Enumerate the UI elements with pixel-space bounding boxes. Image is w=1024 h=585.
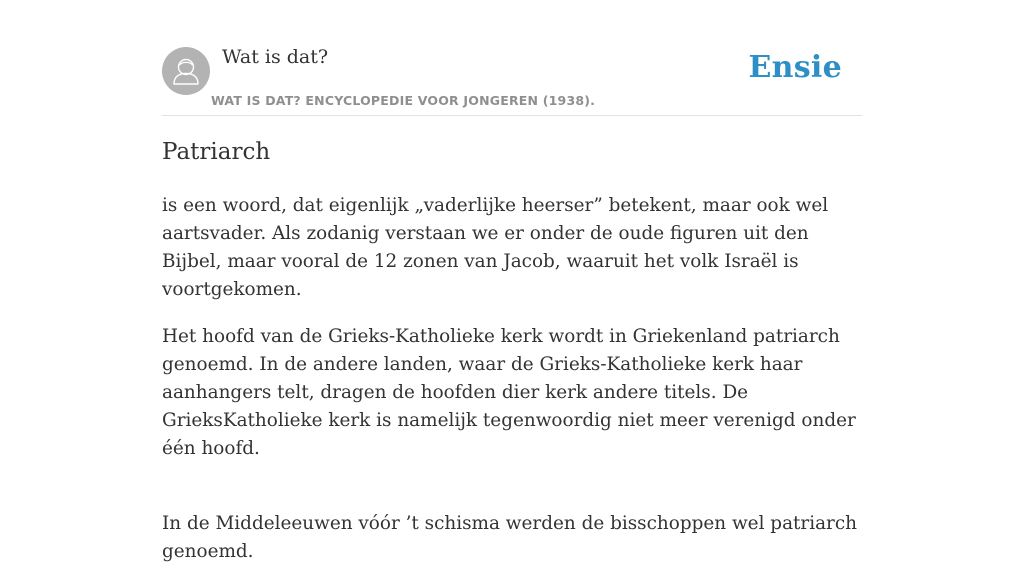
article-paragraph: Het hoofd van de Grieks-Katholieke kerk wordt in Griekenland patriarch genoemd. In de andere landen, waar de Grieks-Katholieke kerk haar aanhangers telt, dragen de hoofden dier kerk andere titels. De GrieksKatholieke kerk is namelijk tegenwoordig niet meer verenigd onder één hoofd. [162,326,856,459]
ensie-logo[interactable]: Ensie [748,50,842,85]
source-header [162,0,862,116]
article-paragraph: In de Middeleeuwen vóór ’t schisma werden de bisschoppen wel patriarch genoemd. [162,513,857,562]
article-body [162,192,867,585]
source-avatar[interactable] [162,47,210,95]
source-title-link[interactable]: Wat is dat? [222,46,329,68]
article-title: Patriarch [162,139,271,165]
paragraph-spacer [162,482,867,510]
article-paragraph: is een woord, dat eigenlijk „vaderlijke heerser” betekent, maar ook wel aartsvader. Als zodanig verstaan we er onder de oude figuren uit den Bijbel, maar vooral de 12 zonen van Jacob, waaruit het volk Israël is voortgekomen. [162,195,829,300]
page-container [162,0,862,562]
source-subtitle: WAT IS DAT? ENCYCLOPEDIE VOOR JONGEREN (1938). [211,93,596,108]
user-avatar-icon [162,47,210,95]
